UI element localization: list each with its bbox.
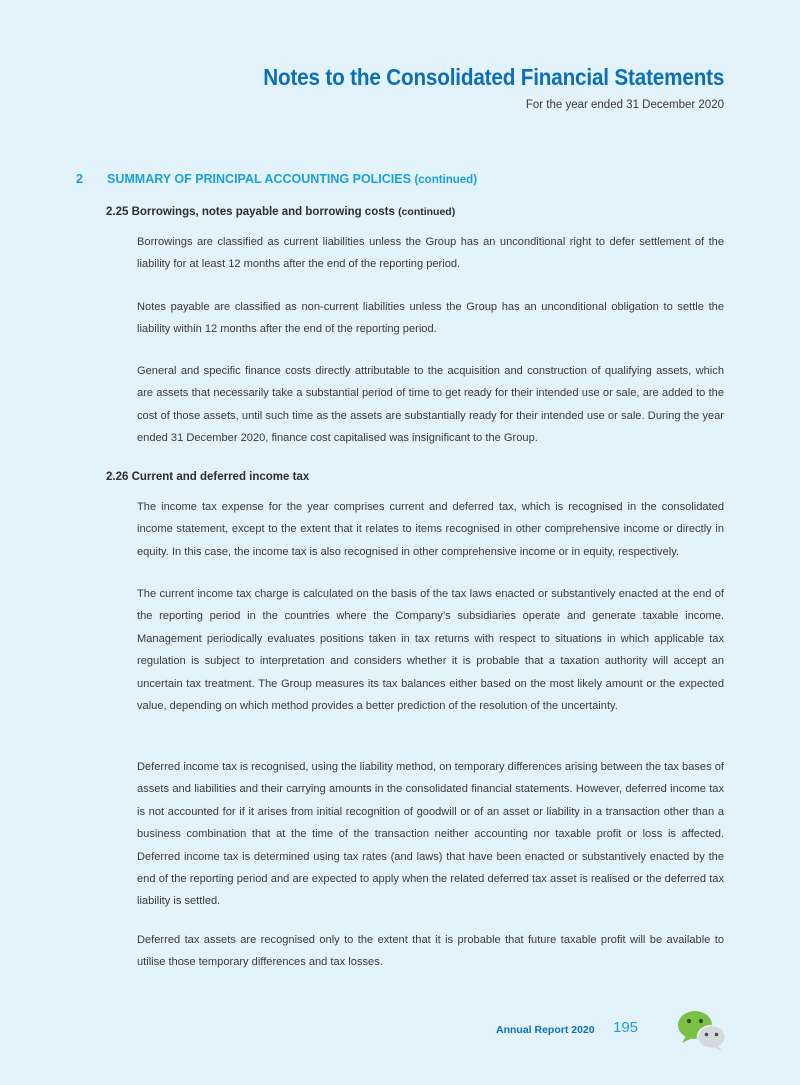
paragraph-deferred-tax-assets: Deferred tax assets are recognised only to the extent that it is probable that future taxable profit will be available to utilise those temporary differences and tax losses. xyxy=(137,934,724,969)
section-heading xyxy=(76,172,477,186)
wechat-logo-icon xyxy=(677,1010,727,1052)
wechat-logo-small-eye-right xyxy=(715,1033,719,1037)
page-title: Notes to the Consolidated Financial Statements xyxy=(263,64,724,90)
paragraph-borrowings-classification: Borrowings are classified as current liabilities unless the Group has an unconditional right to defer settlement of the liability for at least 12 months after the end of the reporting period. xyxy=(137,236,724,271)
subsection-number: 2.26 xyxy=(106,471,129,483)
paragraph-deferred-income-tax: Deferred income tax is recognised, using the liability method, on temporary differences arising between the tax bases of assets and liabilities and their carrying amounts in the consolidated financial statements. However, deferred income tax is not accounted for if it arises from initial recognition of goodwill or of an asset or liability in a transaction other than a business combination that at the time of the transaction neither accounting nor taxable profit or loss is affected. Deferred income tax is determined using tax rates (and laws) that have been enacted or substantively enacted by the end of the reporting period and are expected to apply when the related deferred tax asset is realised or the deferred tax liability is settled. xyxy=(137,761,724,908)
subsection-title: Borrowings, notes payable and borrowing costs xyxy=(131,206,395,218)
page-subtitle: For the year ended 31 December 2020 xyxy=(525,99,724,111)
footer-report-label: Annual Report 2020 xyxy=(496,1024,595,1036)
subsection-heading-2-25 xyxy=(106,206,455,218)
paragraph-finance-costs: General and specific finance costs directly attributable to the acquisition and construction of qualifying assets, which are assets that necessarily take a substantial period of time to get ready for their intended use or sale, are added to the cost of those assets, until such time as the assets are substantially ready for their intended use or sale. During the year ended 31 December 2020, finance cost capitalised was insignificant to the Group. xyxy=(137,365,724,445)
section-continued-label: (continued) xyxy=(414,174,478,186)
subsection-continued-label: (continued) xyxy=(398,206,456,218)
subsection-number: 2.25 xyxy=(106,206,129,218)
section-number: 2 xyxy=(76,172,83,186)
subsection-title: Current and deferred income tax xyxy=(131,471,310,483)
wechat-logo-eye-right xyxy=(699,1019,703,1023)
page-number: 195 xyxy=(613,1019,639,1036)
paragraph-current-income-tax: The current income tax charge is calculated on the basis of the tax laws enacted or substantively enacted at the end of the reporting period in the countries where the Company’s subsidiaries operate and generate taxable income. Management periodically evaluates positions taken in tax returns with respect to situations in which applicable tax regulation is subject to interpretation and considers whether it is probable that a taxation authority will accept an uncertain tax treatment. The Group measures its tax balances either based on the most likely amount or the expected value, depending on which method provides a better prediction of the resolution of the uncertainty. xyxy=(137,588,724,713)
wechat-logo-eye-left xyxy=(687,1019,691,1023)
subsection-heading-2-26 xyxy=(106,471,309,483)
paragraph-income-tax-expense: The income tax expense for the year comprises current and deferred tax, which is recognised in the consolidated income statement, except to the extent that it relates to items recognised in other comprehensive income or directly in equity. In this case, the income tax is also recognised in other comprehensive income or in equity, respectively. xyxy=(137,501,724,558)
section-title: SUMMARY OF PRINCIPAL ACCOUNTING POLICIES xyxy=(107,172,411,186)
wechat-logo-small-bubble xyxy=(698,1026,726,1049)
wechat-logo-small-eye-left xyxy=(705,1033,709,1037)
paragraph-notes-payable: Notes payable are classified as non-current liabilities unless the Group has an unconditional obligation to settle the liability within 12 months after the end of the reporting period. xyxy=(137,301,724,336)
